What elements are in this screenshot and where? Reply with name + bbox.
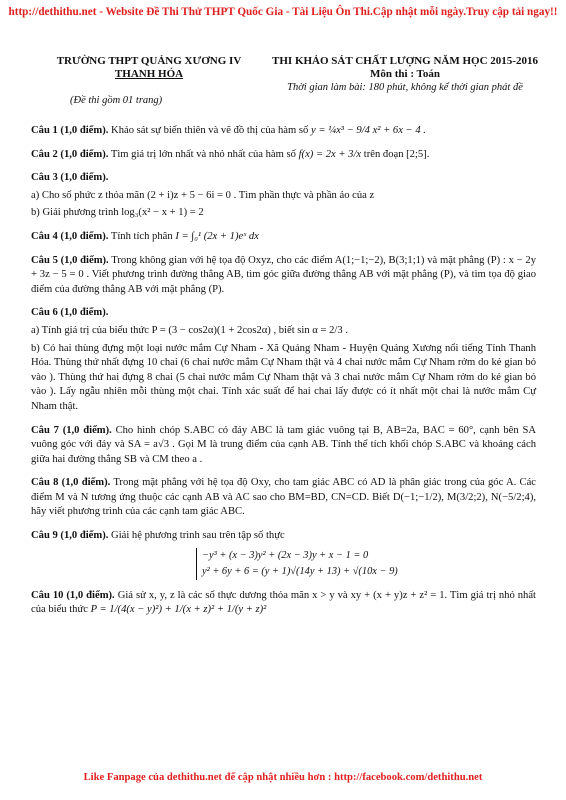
question-8 bbox=[31, 476, 536, 520]
pages-note: (Đề thi gồm 01 trang) bbox=[70, 95, 163, 106]
question-2 bbox=[31, 148, 536, 163]
q4-text: Tính tích phân bbox=[110, 230, 173, 242]
question-9 bbox=[31, 529, 536, 580]
q1-label: Câu 1 (1,0 điểm). bbox=[31, 125, 109, 136]
q4-formula: I = ∫₀¹ (2x + 1)eˣ dx bbox=[175, 230, 259, 242]
q10-formula: P = 1/(4(x − y)²) + 1/(x + z)² + 1/(y + z)² bbox=[90, 604, 267, 616]
question-10 bbox=[31, 589, 536, 618]
q10-label: Câu 10 (1,0 điểm). bbox=[31, 589, 115, 601]
site-banner[interactable]: http://dethithu.net - Website Đề Thi Thử THPT Quốc Gia - Tài Liệu Ôn Thi.Cập nhật mỗi ngày.Truy cập tải ngay!! bbox=[8, 6, 558, 18]
q1-text: Khảo sát sự biến thiên và vẽ đồ thị của hàm số bbox=[111, 125, 309, 136]
question-3 bbox=[31, 171, 536, 221]
q6-label: Câu 6 (1,0 điểm). bbox=[31, 307, 109, 319]
q9-equation-1: −y³ + (x − 3)y² + (2x − 3)y + x − 1 = 0 bbox=[202, 549, 369, 561]
q7-text: Cho hình chóp S.ABC có đáy ABC là tam giác vuông tại B, AB=2a, BAC = 60°, cạnh bên SA vuông góc với đáy và SA = a√3 . Gọi M là trung điểm của cạnh AB. Tính thể tích khối chóp S.ABC và khoảng cách giữa hai đường thẳng SB và CM theo a . bbox=[31, 424, 536, 465]
q2-label: Câu 2 (1,0 điểm). bbox=[31, 148, 109, 160]
q5-label: Câu 5 (1,0 điểm). bbox=[31, 254, 109, 266]
q4-label: Câu 4 (1,0 điểm). bbox=[31, 230, 109, 242]
q3-part-a: a) Cho số phức z thỏa mãn (2 + i)z + 5 − 6i = 0 . Tìm phần thực và phần ảo của z bbox=[31, 189, 375, 201]
exam-title: THI KHẢO SÁT CHẤT LƯỢNG NĂM HỌC 2015-2016 bbox=[272, 55, 538, 67]
exam-time-note: Thời gian làm bài: 180 phút, không kể thời gian phát đề bbox=[287, 82, 523, 93]
q9-text: Giải hệ phương trình sau trên tập số thực bbox=[111, 530, 285, 542]
exam-header bbox=[272, 55, 538, 94]
q2-formula: f(x) = 2x + 3/x bbox=[298, 148, 362, 160]
q8-label: Câu 8 (1,0 điểm). bbox=[31, 477, 111, 489]
q8-text: Trong mặt phẳng với hệ tọa độ Oxy, cho tam giác ABC có AD là phân giác trong của góc A. Các điểm M và N tương ứng thuộc các cạnh AB và AC sao cho BM=BD, CN=CD. Biết D(−1;−1/2), M(3/2;2), N(−5/2;4), hãy viết phương trình của các cạnh tam giác ABC. bbox=[31, 477, 536, 518]
q6-part-b: b) Có hai thùng đựng một loại nước mắm Cự Nham - Xã Quảng Nham - Huyện Quảng Xương nổi tiếng Tỉnh Thanh Hóa. Thùng thứ nhất đựng 10 chai (6 chai nước mắm Cự Nham thật và 4 chai nước mắm Cự Nham rởm do kẻ gian bỏ vào ). Thùng thứ hai đựng 8 chai (5 chai nước mắm Cự Nham thật và 3 chai nước mắm Cự Nham rởm do kẻ gian bỏ vào ). Lấy ngẫu nhiên mỗi thùng một chai. Tính xác suất để hai chai lấy được có ít nhất một chai là nước mắm Cự Nham thật. bbox=[31, 342, 536, 412]
q3-label: Câu 3 (1,0 điểm). bbox=[31, 172, 109, 184]
school-header bbox=[40, 55, 258, 81]
school-province: THANH HÓA bbox=[114, 68, 184, 80]
facebook-footer-link[interactable]: Like Fanpage của dethithu.net để cập nhật nhiều hơn : http://facebook.com/dethithu.net bbox=[83, 772, 483, 783]
q1-formula: y = ¼x³ − 9/4 x² + 6x − 4 . bbox=[310, 125, 426, 136]
question-6 bbox=[31, 306, 536, 414]
question-4 bbox=[31, 230, 536, 245]
exam-subject: Môn thi : Toán bbox=[370, 68, 440, 80]
q9-equation-2: y² + 6y + 6 = (y + 1)√(14y + 13) + √(10x − 9) bbox=[202, 565, 398, 577]
equation-system bbox=[196, 548, 536, 580]
q6-part-a: a) Tính giá trị của biểu thức P = (3 − cos2α)(1 + 2cos2α) , biết sin α = 2/3 . bbox=[31, 324, 348, 336]
question-1 bbox=[31, 124, 536, 139]
q2-tail: trên đoạn [2;5]. bbox=[363, 148, 430, 160]
q7-label: Câu 7 (1,0 điểm). bbox=[31, 424, 112, 436]
q3-part-b: b) Giải phương trình log₃(x² − x + 1) = 2 bbox=[31, 207, 204, 219]
exam-body bbox=[31, 124, 536, 627]
q9-label: Câu 9 (1,0 điểm). bbox=[31, 530, 109, 542]
q10-text: Giả sử x, y, z là các số thực dương thỏa mãn x > y và xy + (x + y)z + z² = 1. Tìm giá trị nhỏ nhất của biểu thức bbox=[31, 589, 537, 616]
question-7 bbox=[31, 424, 536, 468]
q2-text: Tìm giá trị lớn nhất và nhỏ nhất của hàm số bbox=[110, 148, 296, 160]
question-5 bbox=[31, 254, 536, 298]
school-name: TRƯỜNG THPT QUẢNG XƯƠNG IV bbox=[56, 55, 242, 67]
q5-text: Trong không gian với hệ tọa độ Oxyz, cho các điểm A(1;−1;−2), B(3;1;1) và mặt phẳng (P) : x − 2y + 3z − 5 = 0 . Viết phương trình đường thẳng AB, tìm góc giữa đường thẳng AB với mặt phẳng (P), và tìm tọa độ giao điểm của đường thẳng AB với mặt phẳng (P). bbox=[31, 254, 536, 295]
